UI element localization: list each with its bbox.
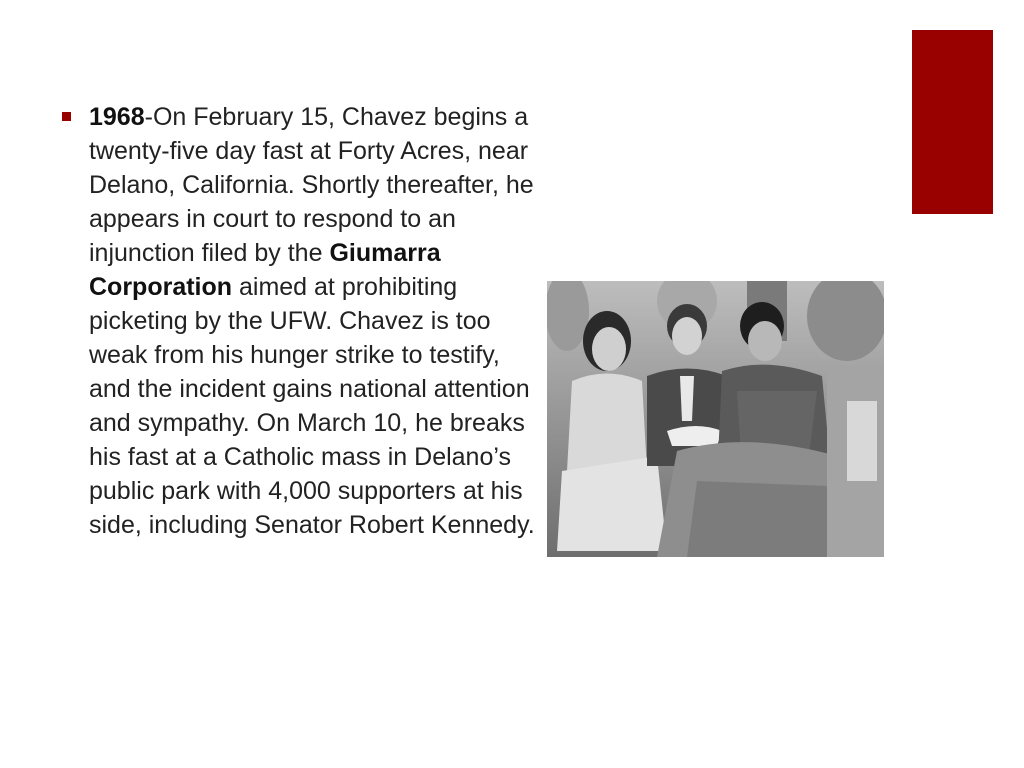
bullet-year: 1968 (89, 103, 145, 131)
bullet-square-icon (62, 112, 71, 121)
bullet-text (89, 100, 540, 542)
accent-bar (912, 30, 993, 214)
bullet-text-before: -On February 15, Chavez begins a twenty-five day fast at Forty Acres, near Delano, California. Shortly thereafter, he appears in court to respond to an injunction filed by the (89, 103, 534, 267)
bullet-text-after: aimed at prohibiting picketing by the UFW. Chavez is too weak from his hunger strike to testify, and the incident gains national attention and sympathy. On March 10, he breaks his fast at a Catholic mass in Delano’s public park with 4,000 supporters at his side, including Senator Robert Kennedy. (89, 273, 535, 539)
historical-photo (547, 281, 884, 557)
bullet-company: Giumarra Corporation (89, 239, 441, 301)
bullet-item (62, 100, 540, 542)
photo-illustration (547, 281, 884, 557)
